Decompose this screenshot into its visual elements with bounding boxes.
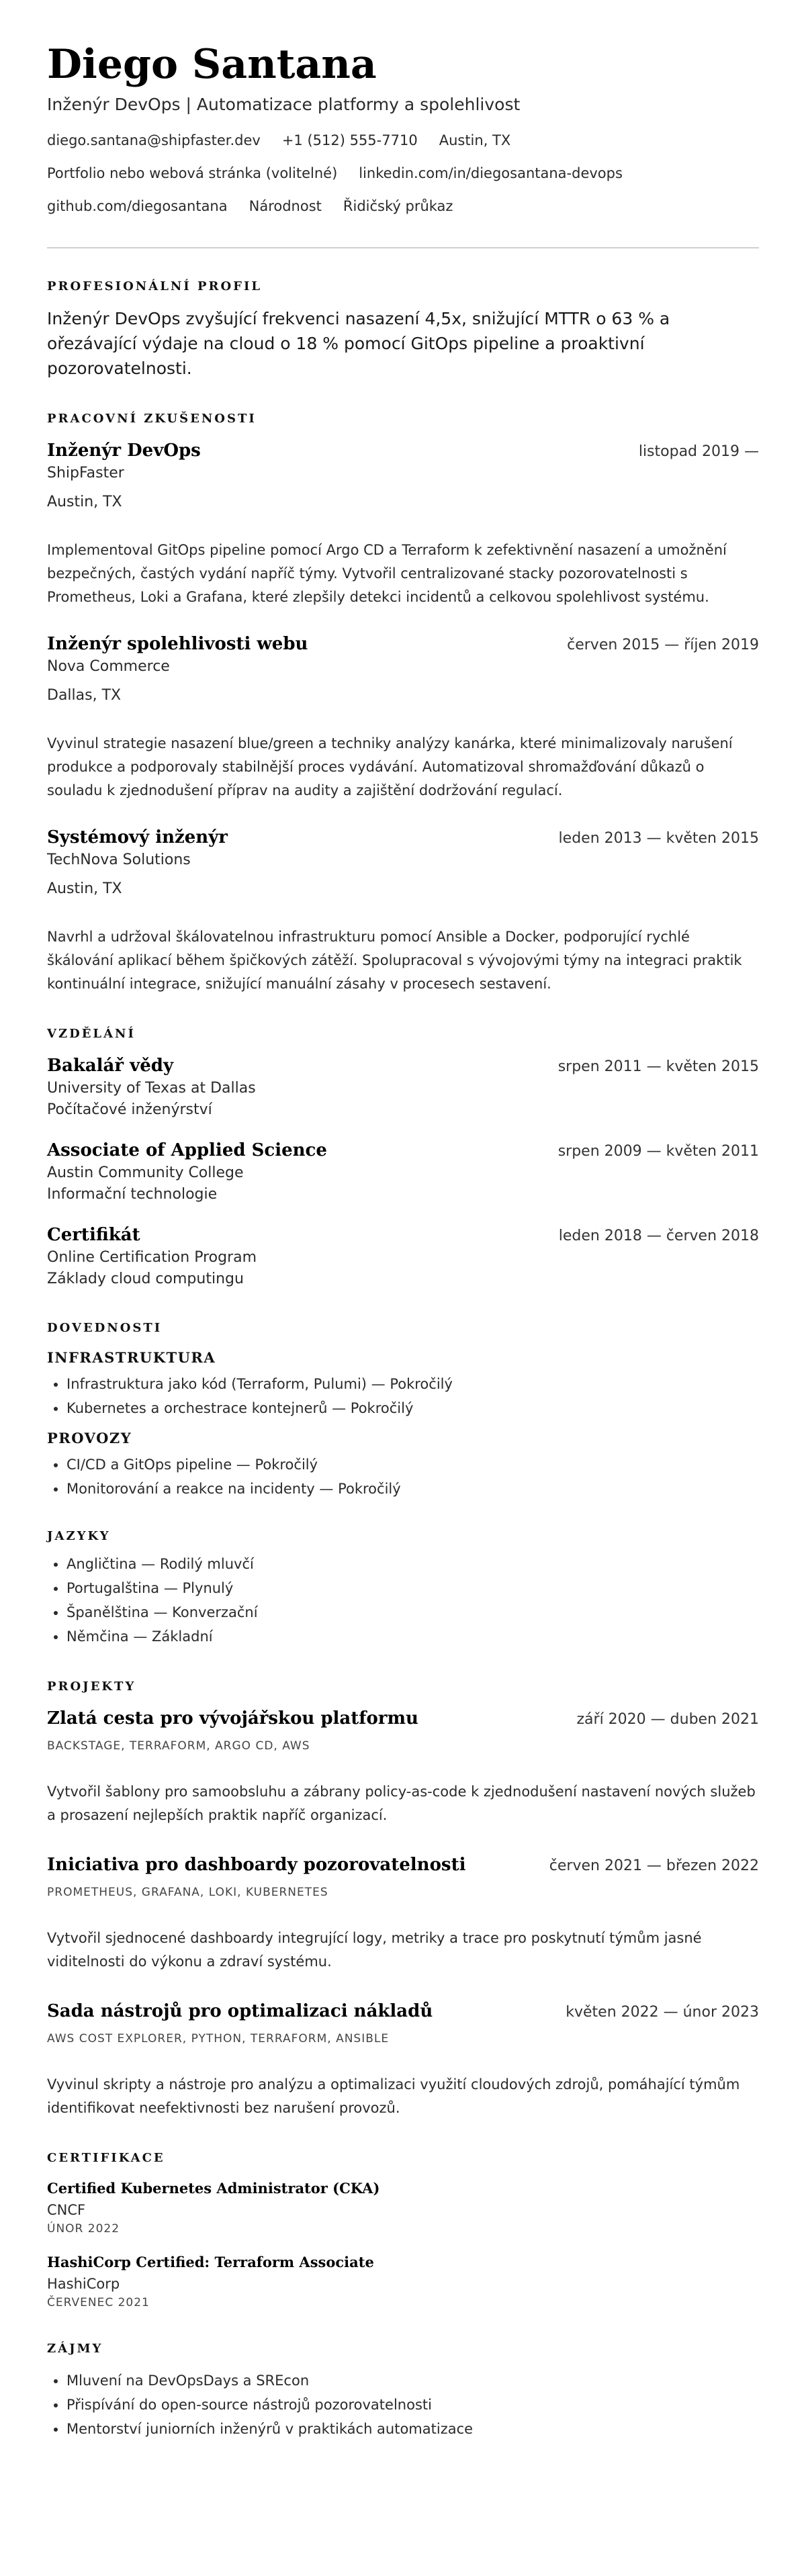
school-name: University of Texas at Dallas: [47, 1080, 256, 1097]
job-title: Inženýr DevOps: [47, 441, 201, 461]
language-item: • Angličtina — Rodilý mluvčí: [66, 1552, 759, 1576]
nationality: Národnost: [249, 198, 322, 214]
section-title: PROJEKTY: [47, 1680, 136, 1694]
certification-date: ÚNOR 2022: [47, 2222, 120, 2236]
project-description: Vytvořil sjednocené dashboardy integrující logy, metriky a trace pro poskytnutí týmům jasné viditelnosti do výkonu a zdraví systému.: [47, 1930, 702, 1970]
contact-row-1: [47, 130, 759, 150]
interest-item: • Přispívání do open-source nástrojů pozorovatelnosti: [66, 2393, 759, 2417]
headline: Inženýr DevOps | Automatizace platformy a spolehlivost: [47, 95, 521, 114]
certifications-section: [47, 2150, 759, 2311]
project-name: Sada nástrojů pro optimalizaci nákladů: [47, 2001, 433, 2021]
project-tags: AWS COST EXPLORER, PYTHON, TERRAFORM, ANSIBLE: [47, 2032, 390, 2045]
skill-item: • Infrastruktura jako kód (Terraform, Pulumi) — Pokročilý: [66, 1372, 759, 1396]
education-entry: [47, 1054, 759, 1121]
driver-license: Řidičský průkaz: [343, 198, 453, 214]
language-item: • Španělština — Konverzační: [66, 1600, 759, 1624]
resume-header: [47, 39, 759, 216]
job-dates: leden 2013 — květen 2015: [558, 830, 759, 847]
job-description: Vyvinul strategie nasazení blue/green a techniky analýzy kanárka, které minimalizovaly narušení produkce a podporovaly stabilnější proces vydávání. Automatizoval shromažďování důkazů o souladu k zjednodušení příprav na audity a zajištění dodržování regulací.: [47, 735, 733, 798]
certification-entry: [47, 2252, 759, 2311]
project-entry: [47, 1706, 759, 1827]
interests-section: [47, 2340, 759, 2441]
profile-summary: Inženýr DevOps zvyšující frekvenci nasazení 4,5x, snižující MTTR o 63 % a ořezávající výdaje na cloud o 18 % pomocí GitOps pipeline a proaktivní pozorovatelnosti.: [47, 309, 670, 378]
interest-list: [47, 2368, 759, 2441]
education-dates: srpen 2009 — květen 2011: [557, 1143, 759, 1160]
job-description: Implementoval GitOps pipeline pomocí Argo CD a Terraform k zefektivnění nasazení a umožnění bezpečných, častých vydání napříč týmy. Vytvořil centralizované stacky pozorovatelnosti s Prometheus, Loki a Grafana, které zlepšily detekci incidentů a celkovou spolehlivost systému.: [47, 542, 727, 605]
contact-row-2: [47, 163, 759, 183]
projects-section: [47, 1678, 759, 2120]
degree-title: Certifikát: [47, 1225, 140, 1245]
section-title: VZDĚLÁNÍ: [47, 1027, 136, 1041]
job-location: Austin, TX: [47, 880, 122, 897]
section-title: DOVEDNOSTI: [47, 1321, 163, 1335]
project-name: Zlatá cesta pro vývojářskou platformu: [47, 1708, 418, 1729]
languages-title: JAZYKY: [47, 1529, 111, 1543]
section-title: PRACOVNÍ ZKUŠENOSTI: [47, 412, 257, 426]
experience-entry: [47, 632, 759, 802]
skill-item: • Kubernetes a orchestrace kontejnerů — Pokročilý: [66, 1396, 759, 1420]
skill-list: [47, 1372, 759, 1420]
project-tags: PROMETHEUS, GRAFANA, LOKI, KUBERNETES: [47, 1886, 328, 1899]
certification-date: ČERVENEC 2021: [47, 2296, 150, 2309]
education-dates: leden 2018 — červen 2018: [558, 1228, 759, 1244]
degree-title: Bakalář vědy: [47, 1056, 174, 1076]
job-title: Inženýr spolehlivosti webu: [47, 634, 308, 654]
certification-name: Certified Kubernetes Administrator (CKA): [47, 2180, 380, 2197]
project-description: Vytvořil šablony pro samoobsluhu a zábrany policy-as-code k zjednodušení nastavení nových služeb a prosazení nejlepších praktik napříč organizací.: [47, 1784, 756, 1823]
email-link[interactable]: diego.santana@shipfaster.dev: [47, 132, 261, 148]
skill-group-title: PROVOZY: [47, 1430, 132, 1446]
language-item: • Němčina — Základní: [66, 1624, 759, 1649]
job-dates: listopad 2019 —: [638, 443, 759, 460]
education-entry: [47, 1223, 759, 1290]
certification-issuer: CNCF: [47, 2202, 86, 2218]
section-title: PROFESIONÁLNÍ PROFIL: [47, 279, 263, 293]
project-name: Iniciativa pro dashboardy pozorovatelnosti: [47, 1855, 466, 1875]
skill-item: • Monitorování a reakce na incidenty — Pokročilý: [66, 1477, 759, 1501]
field-of-study: Základy cloud computingu: [47, 1271, 244, 1287]
section-title: CERTIFIKACE: [47, 2151, 165, 2165]
certification-issuer: HashiCorp: [47, 2276, 120, 2292]
project-dates: září 2020 — duben 2021: [576, 1711, 759, 1728]
skill-list: [47, 1453, 759, 1501]
school-name: Online Certification Program: [47, 1249, 257, 1266]
field-of-study: Informační technologie: [47, 1186, 218, 1203]
github-link[interactable]: github.com/diegosantana: [47, 198, 228, 214]
candidate-name: Diego Santana: [47, 41, 377, 88]
project-tags: BACKSTAGE, TERRAFORM, ARGO CD, AWS: [47, 1739, 310, 1753]
experience-section: [47, 410, 759, 996]
education-entry: [47, 1138, 759, 1205]
company-name: Nova Commerce: [47, 658, 170, 675]
job-title: Systémový inženýr: [47, 827, 228, 847]
project-dates: červen 2021 — březen 2022: [549, 1857, 759, 1874]
experience-entry: [47, 439, 759, 609]
language-list: [47, 1552, 759, 1649]
skill-group-title: INFRASTRUKTURA: [47, 1349, 216, 1366]
contact-row-3: [47, 196, 759, 216]
location: Austin, TX: [439, 132, 511, 148]
education-section: [47, 1025, 759, 1290]
project-description: Vyvinul skripty a nástroje pro analýzu a optimalizaci využití cloudových zdrojů, pomáhající týmům identifikovat neefektivnosti bez narušení provozů.: [47, 2076, 740, 2116]
project-entry: [47, 1999, 759, 2120]
project-dates: květen 2022 — únor 2023: [566, 2004, 759, 2021]
profile-section: [47, 278, 759, 381]
portfolio-link[interactable]: Portfolio nebo webová stránka (volitelné): [47, 165, 338, 181]
job-location: Dallas, TX: [47, 687, 122, 704]
education-dates: srpen 2011 — květen 2015: [557, 1058, 759, 1075]
job-dates: červen 2015 — říjen 2019: [567, 637, 759, 653]
company-name: TechNova Solutions: [47, 852, 191, 868]
job-location: Austin, TX: [47, 494, 122, 510]
field-of-study: Počítačové inženýrství: [47, 1101, 212, 1118]
experience-entry: [47, 825, 759, 996]
skills-section: [47, 1320, 759, 1649]
company-name: ShipFaster: [47, 465, 124, 481]
phone-number: +1 (512) 555-7710: [281, 132, 418, 148]
school-name: Austin Community College: [47, 1164, 244, 1181]
interest-item: • Mentorství juniorních inženýrů v praktikách automatizace: [66, 2417, 759, 2441]
interest-item: • Mluvení na DevOpsDays a SREcon: [66, 2368, 759, 2393]
project-entry: [47, 1853, 759, 1974]
section-title: ZÁJMY: [47, 2342, 103, 2356]
header-divider: [47, 247, 759, 248]
linkedin-link[interactable]: linkedin.com/in/diegosantana-devops: [359, 165, 623, 181]
language-item: • Portugalština — Plynulý: [66, 1576, 759, 1600]
certification-entry: [47, 2178, 759, 2237]
certification-name: HashiCorp Certified: Terraform Associate: [47, 2254, 374, 2270]
job-description: Navrhl a udržoval škálovatelnou infrastrukturu pomocí Ansible a Docker, podporující rychlé škálování aplikací během špičkových zátěží. Spolupracoval s vývojovými týmy na integraci praktik kontinuální integrace, snižující manuální zásahy v procesech sestavení.: [47, 929, 742, 992]
degree-title: Associate of Applied Science: [47, 1140, 327, 1160]
skill-item: • CI/CD a GitOps pipeline — Pokročilý: [66, 1453, 759, 1477]
